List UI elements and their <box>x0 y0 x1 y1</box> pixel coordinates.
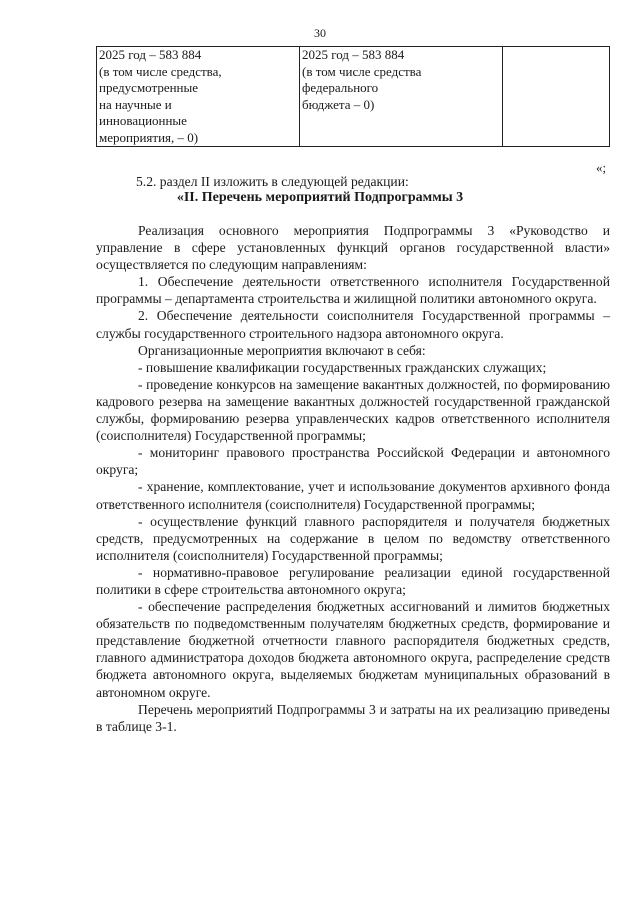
list-item: - нормативно-правовое регулирование реализации единой государственной политики в сфере строительства автономного округа; <box>96 564 610 597</box>
table-cell-federal <box>300 47 503 147</box>
paragraph: Реализация основного мероприятия Подпрограммы 3 «Руководство и управление в сфере установленных функций органов государственной власти» осуществляется по следующим направлениям: <box>96 223 610 273</box>
paragraph: 1. Обеспечение деятельности ответственного исполнителя Государственной программы – департамента строительства и жилищной политики автономного округа. <box>96 274 610 307</box>
list-item: - мониторинг правового пространства Российской Федерации и автономного округа; <box>96 445 610 478</box>
paragraph: 2. Обеспечение деятельности соисполнителя Государственной программы – службы государственного строительного надзора автономного округа. <box>96 308 610 341</box>
list-item: - повышение квалификации государственных гражданских служащих; <box>138 359 547 375</box>
section-heading: «II. Перечень мероприятий Подпрограммы 3 <box>176 190 464 205</box>
body-text <box>96 222 610 735</box>
cell-line: на научные и <box>99 96 172 112</box>
list-item: - обеспечение распределения бюджетных ассигнований и лимитов бюджетных обязательств по подведомственным получателям бюджетных средств, формирование и представление бюджетной отчетности главного распорядителя бюджетных средств, главного администратора доходов бюджета автономного округа, распределение средств бюджета автономного округа, выделяемых бюджетам муниципальных образований в автономном округе. <box>96 599 610 700</box>
cell-line: (в том числе средства <box>302 63 422 79</box>
page-number: 30 <box>314 26 326 40</box>
cell-line: бюджета – 0) <box>302 96 375 112</box>
list-item: - хранение, комплектование, учет и использование документов архивного фонда ответственного исполнителя (соисполнителя) Государственной программы; <box>96 479 610 512</box>
cell-line: мероприятия, – 0) <box>99 129 199 145</box>
table-cell-empty <box>503 47 610 147</box>
cell-line: предусмотренные <box>99 80 199 95</box>
paragraph: Перечень мероприятий Подпрограммы 3 и затраты на их реализацию приведены в таблице 3-1. <box>96 701 610 734</box>
list-item: - проведение конкурсов на замещение вакантных должностей, по формированию кадрового резерва на замещение вакантных должностей государственной гражданской службы, формированию резерва управленческих кадров ответственного исполнителя (соисполнителя) Государственной программы; <box>96 376 610 444</box>
cell-line: 2025 год – 583 884 <box>302 47 405 62</box>
table-cell-total <box>97 47 300 147</box>
closing-quote: «; <box>596 160 607 175</box>
cell-line: 2025 год – 583 884 <box>99 47 202 62</box>
cell-line: федерального <box>302 80 379 95</box>
list-item: - осуществление функций главного распорядителя и получателя бюджетных средств, предусмотренных на содержание в целом по ведомству ответственного исполнителя (соисполнителя) Государственной программы; <box>96 513 610 563</box>
cell-line: (в том числе средства, <box>99 63 222 79</box>
paragraph: Организационные мероприятия включают в себя: <box>138 342 426 358</box>
table-row <box>97 47 610 147</box>
cell-line: инновационные <box>99 113 187 128</box>
budget-table <box>96 46 610 147</box>
amendment-intro: 5.2. раздел II изложить в следующей редакции: <box>136 174 409 189</box>
